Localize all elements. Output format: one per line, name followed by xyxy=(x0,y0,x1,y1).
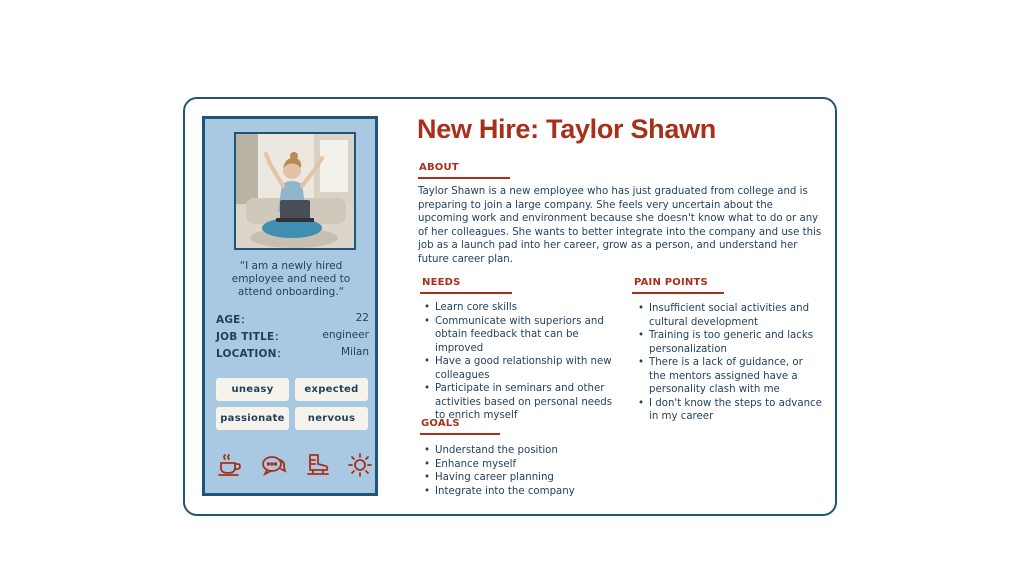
goals-heading: GOALS xyxy=(421,418,460,429)
info-age xyxy=(216,312,369,328)
persona-quote: “I am a newly hired employee and need to attend onboarding.“ xyxy=(231,260,351,298)
list-item: • Communicate with superiors and obtain feedback that can be improved xyxy=(422,315,618,356)
info-age-value: 22 xyxy=(355,312,369,324)
about-heading: ABOUT xyxy=(419,162,459,173)
tag-expected: expected xyxy=(295,378,368,401)
list-item: • Learn core skills xyxy=(422,301,618,315)
about-text: Taylor Shawn is a new employee who has just graduated from college and is preparing to join a large company. She feels very uncertain about the upcoming work and environment because she doesn't know what to do or any of her colleagues. She wants to better integrate into the company and use this job as a launch pad into her career, grow as a person, and understand her future career plan. xyxy=(418,186,822,265)
needs-list xyxy=(422,301,618,423)
about-rule xyxy=(418,177,510,179)
info-job-title-value: engineer xyxy=(322,329,369,341)
info-job-title-label: JOB TITLE： xyxy=(216,331,286,343)
list-item: • Understand the position xyxy=(422,444,618,458)
list-item: • Insufficient social activities and cultural development xyxy=(636,302,822,329)
goals-list xyxy=(422,444,618,498)
pain-points-heading: PAIN POINTS xyxy=(634,277,708,288)
info-age-label: AGE： xyxy=(216,314,252,326)
list-item: • Enhance myself xyxy=(422,458,618,472)
page-title: New Hire: Taylor Shawn xyxy=(417,114,716,144)
info-location-value: Milan xyxy=(341,346,369,358)
info-job-title xyxy=(216,329,369,345)
list-item: • Integrate into the company xyxy=(422,485,618,499)
list-item: • Participate in seminars and other activities based on personal needs to enrich myself xyxy=(422,382,618,423)
tag-passionate: passionate xyxy=(216,407,289,430)
chat-bubbles-icon xyxy=(261,452,287,478)
persona-icons xyxy=(215,452,371,478)
tag-nervous: nervous xyxy=(295,407,368,430)
sun-icon xyxy=(347,452,373,478)
list-item: • There is a lack of guidance, or the mentors assigned have a personality clash with me xyxy=(636,356,822,397)
ice-skate-icon xyxy=(305,452,331,478)
list-item: • Have a good relationship with new colleagues xyxy=(422,355,618,382)
pain-points-rule xyxy=(632,292,724,294)
persona-sidebar xyxy=(202,116,378,496)
persona-photo xyxy=(234,132,356,250)
list-item: • I don't know the steps to advance in my career xyxy=(636,397,822,424)
list-item: • Having career planning xyxy=(422,471,618,485)
coffee-cup-icon xyxy=(217,452,243,478)
needs-heading: NEEDS xyxy=(422,277,461,288)
pain-points-list xyxy=(636,302,822,424)
list-item: • Training is too generic and lacks personalization xyxy=(636,329,822,356)
info-location-label: LOCATION： xyxy=(216,348,288,360)
info-location xyxy=(216,346,369,362)
needs-rule xyxy=(420,292,512,294)
tag-uneasy: uneasy xyxy=(216,378,289,401)
goals-rule xyxy=(420,433,500,435)
